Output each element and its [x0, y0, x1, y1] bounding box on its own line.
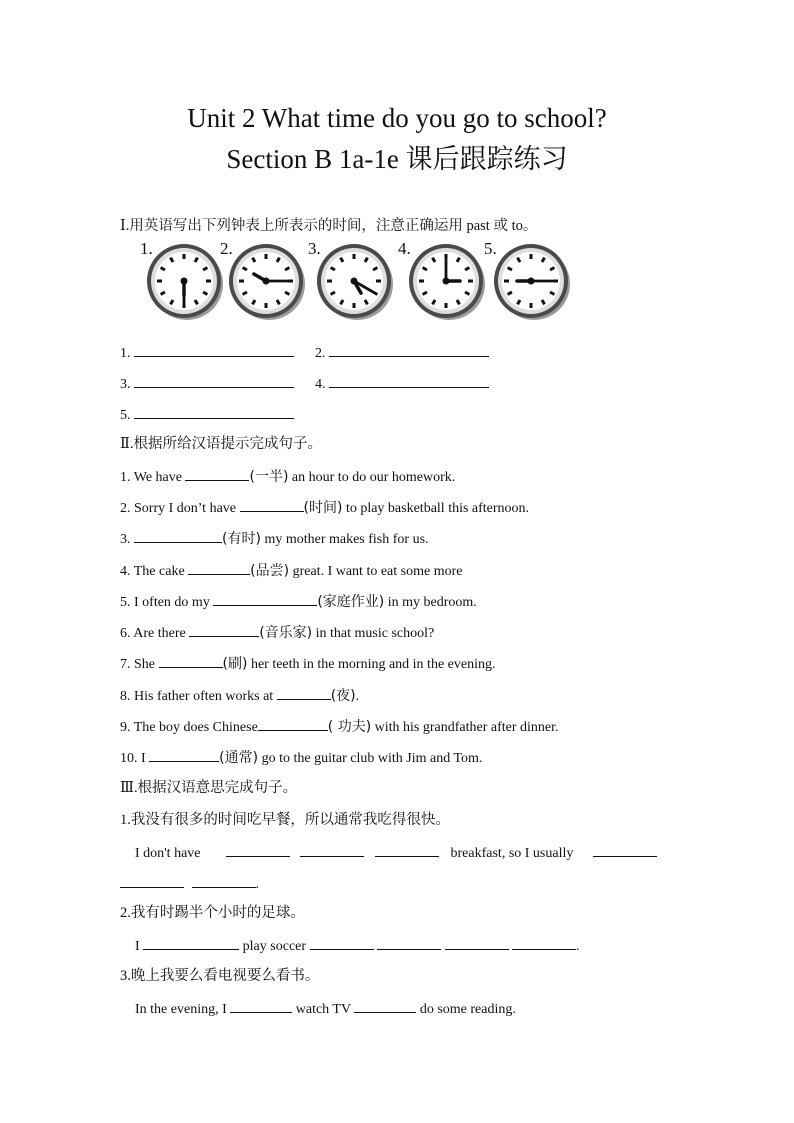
part3-q2-chinese: 2.我有时踢半个小时的足球。 [120, 905, 305, 921]
part2-item-2: 2. Sorry I don’t have (时间) to play basketball this afternoon. [120, 500, 530, 516]
clock-icon-2 [228, 243, 306, 321]
answer-line-1-2: 1. 2. [120, 345, 489, 361]
part2-item-9: 9. The boy does Chinese ( 功夫) with his grandfather after dinner. [120, 719, 559, 735]
part3-q1-chinese: 1.我没有很多的时间吃早餐，所以通常我吃得很快。 [120, 812, 450, 828]
part3-q2-english: I play soccer . [135, 939, 580, 954]
part3-q1-english-cont: . [120, 876, 259, 892]
clock-icon-4 [408, 243, 486, 321]
fill-blank[interactable] [310, 938, 374, 950]
fill-blank[interactable] [377, 938, 441, 950]
part3-q3-chinese: 3.晚上我要么看电视要么看书。 [120, 968, 320, 984]
fill-blank[interactable] [277, 688, 331, 700]
fill-blank[interactable] [230, 1001, 292, 1013]
fill-blank[interactable] [134, 531, 222, 543]
answer-blank-1[interactable] [134, 345, 294, 357]
part2-item-4: 4. The cake (品尝) great. I want to eat some more [120, 563, 463, 579]
fill-blank[interactable] [159, 656, 223, 668]
fill-blank[interactable] [188, 563, 250, 575]
part2-item-8: 8. His father often works at (夜). [120, 688, 360, 704]
answer-line-3-4: 3. 4. [120, 376, 489, 392]
part3-q3-english: In the evening, I watch TV do some reading. [135, 1002, 516, 1017]
answer-blank-5[interactable] [134, 407, 294, 419]
part3-q1-english: I don't have breakfast, so I usually [135, 845, 657, 861]
answer-blank-3[interactable] [134, 376, 294, 388]
fill-blank[interactable] [120, 876, 184, 888]
fill-blank[interactable] [240, 500, 304, 512]
clock-icon-1 [146, 243, 224, 321]
clock-number-1: 1. [140, 239, 153, 258]
part2-item-5: 5. I often do my (家庭作业) in my bedroom. [120, 594, 477, 610]
clock-number-5: 5. [484, 239, 497, 258]
fill-blank[interactable] [375, 845, 439, 857]
clock-icon-5 [493, 243, 571, 321]
clock-row [140, 240, 580, 330]
fill-blank[interactable] [213, 594, 317, 606]
part2-heading: Ⅱ.根据所给汉语提示完成句子。 [120, 436, 322, 452]
clock-number-3: 3. [308, 239, 321, 258]
answer-blank-2[interactable] [329, 345, 489, 357]
fill-blank[interactable] [300, 845, 364, 857]
part2-item-6: 6. Are there (音乐家) in that music school? [120, 625, 435, 641]
answer-blank-4[interactable] [329, 376, 489, 388]
fill-blank[interactable] [512, 938, 576, 950]
answer-line-5: 5. [120, 407, 294, 423]
page-title-line-1: Unit 2 What time do you go to school? [187, 103, 607, 133]
part3-heading: Ⅲ.根据汉语意思完成句子。 [120, 780, 298, 796]
fill-blank[interactable] [445, 938, 509, 950]
part2-item-3: 3. (有时) my mother makes fish for us. [120, 531, 429, 547]
fill-blank[interactable] [185, 469, 249, 481]
part1-heading: Ⅰ.用英语写出下列钟表上所表示的时间，注意正确运用 past 或 to。 [120, 218, 538, 234]
fill-blank[interactable] [192, 876, 256, 888]
page-title-line-2: Section B 1a-1e 课后跟踪练习 [226, 144, 568, 174]
fill-blank[interactable] [226, 845, 290, 857]
part2-item-10: 10. I (通常) go to the guitar club with Jim and Tom. [120, 750, 483, 766]
fill-blank[interactable] [593, 845, 657, 857]
fill-blank[interactable] [258, 719, 328, 731]
clock-number-2: 2. [220, 239, 233, 258]
clock-number-4: 4. [398, 239, 411, 258]
part2-item-7: 7. She (刷) her teeth in the morning and in the evening. [120, 656, 496, 672]
fill-blank[interactable] [354, 1001, 416, 1013]
clock-icon-3 [316, 243, 394, 321]
fill-blank[interactable] [143, 938, 239, 950]
part2-item-1: 1. We have (一半) an hour to do our homework. [120, 469, 456, 485]
fill-blank[interactable] [149, 750, 219, 762]
fill-blank[interactable] [189, 625, 259, 637]
